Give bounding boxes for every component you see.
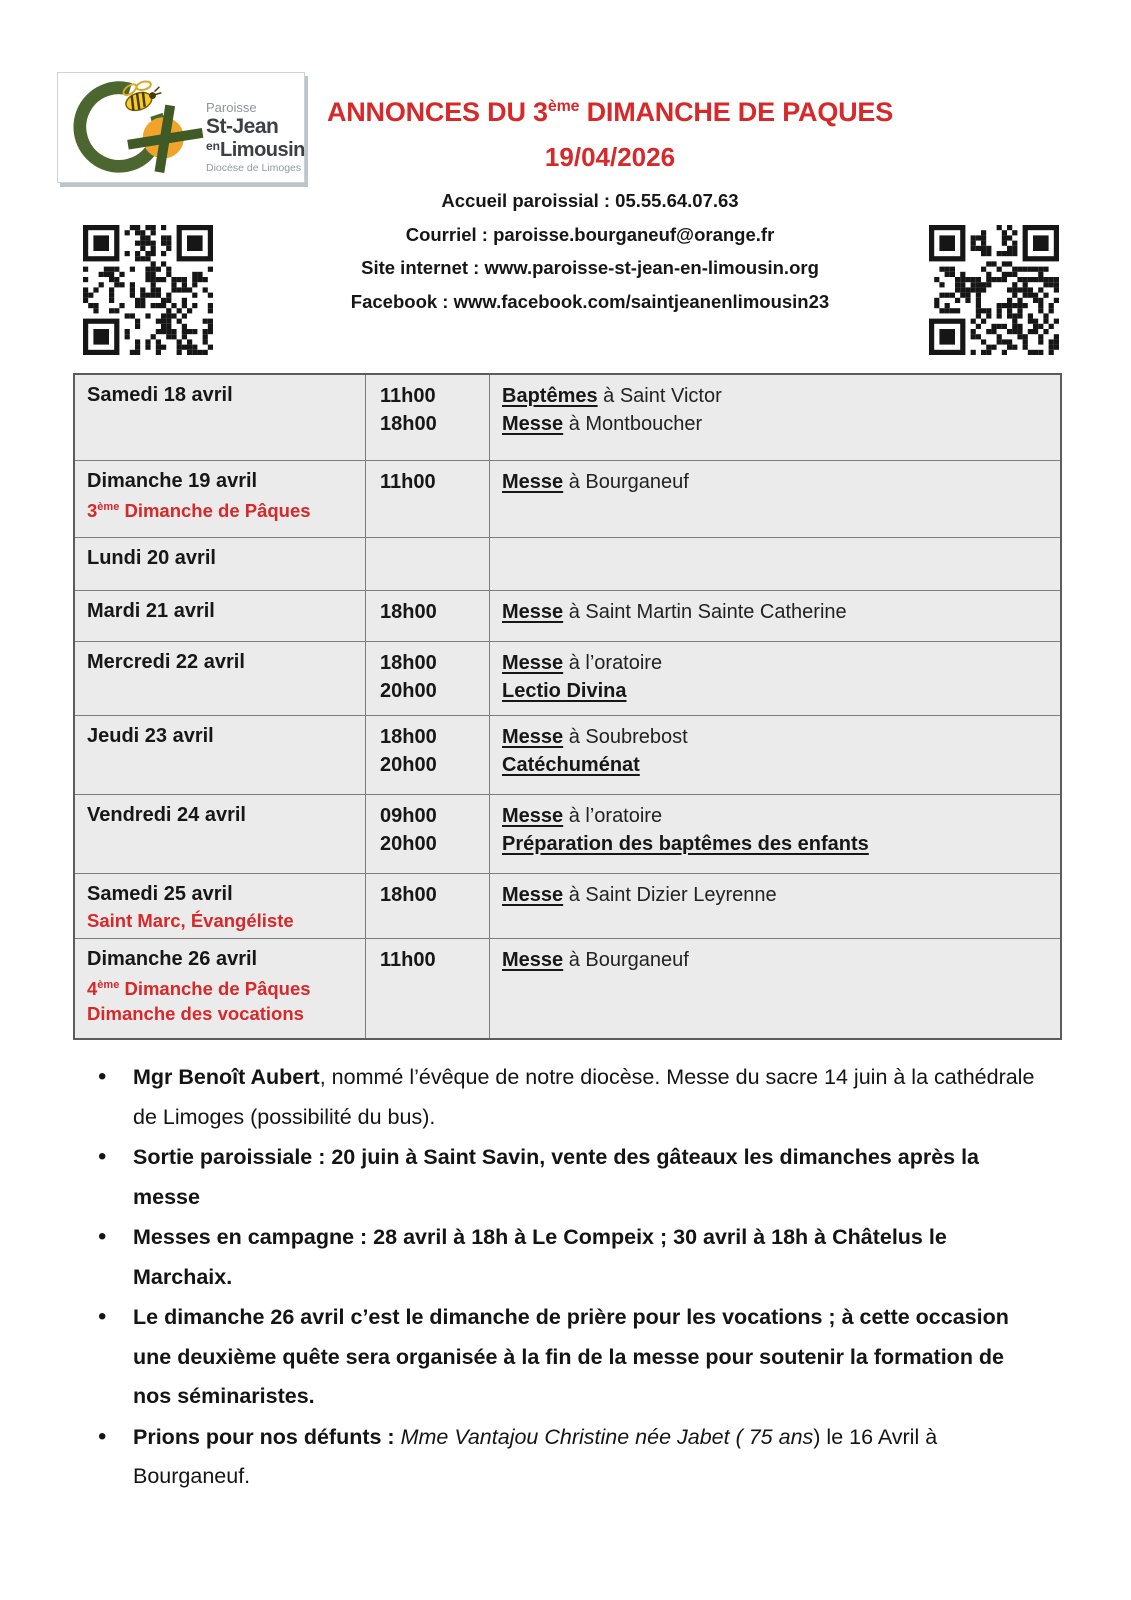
row-date: Samedi 18 avril — [87, 384, 233, 406]
row-feast-note: Dimanche des vocations — [87, 1003, 304, 1025]
row-date: Vendredi 24 avril — [87, 804, 246, 826]
logo-line-region: $^{en}$Limousin — [206, 139, 305, 161]
date-cell — [75, 874, 366, 938]
row-event: Baptêmes à Saint Victor — [502, 385, 722, 407]
date-cell — [75, 939, 366, 1038]
row-date: Jeudi 23 avril — [87, 725, 214, 747]
row-event: Messe à Montboucher — [502, 413, 703, 435]
row-date: Mardi 21 avril — [87, 600, 215, 622]
logo-line-diocese: Diocèse de Limoges — [206, 162, 302, 174]
time-cell — [366, 591, 490, 641]
event-cell — [490, 538, 1060, 590]
contact-line-facebook: Facebook : www.facebook.com/saintjeanenlimousin23 — [350, 290, 830, 312]
row-event: Messe à Soubrebost — [502, 726, 688, 748]
row-event: Messe à l’oratoire — [502, 805, 663, 827]
table-row — [75, 716, 1060, 795]
date-cell — [75, 461, 366, 537]
date-cell — [75, 716, 366, 794]
row-time: 11h00 — [380, 385, 436, 407]
time-cell — [366, 874, 490, 938]
row-date: Dimanche 19 avril — [87, 470, 258, 492]
date-cell — [75, 375, 366, 460]
table-row — [75, 874, 1060, 939]
event-cell — [490, 591, 1060, 641]
table-row — [75, 795, 1060, 874]
date-cell — [75, 591, 366, 641]
row-time: 11h00 — [380, 471, 436, 493]
schedule-table — [73, 373, 1062, 1040]
contact-line-website: Site internet : www.paroisse-st-jean-en-limousin.org — [361, 257, 819, 278]
qr-code-left — [83, 224, 213, 356]
row-feast-note: 3ème Dimanche de Pâques — [87, 500, 311, 522]
announcements-list — [95, 1058, 1040, 1498]
row-date: Samedi 25 avril — [87, 883, 233, 905]
qr-code-right — [929, 224, 1059, 356]
parish-logo — [57, 72, 305, 183]
row-time: 20h00 — [380, 833, 437, 855]
time-cell — [366, 642, 490, 715]
row-event: Lectio Divina — [502, 680, 627, 702]
list-item: • Le dimanche 26 avril c’est le dimanche de prière pour les vocations ; à cette occasion une deuxième quête sera organisée à la fin de la messe pour soutenir la formation de nos séminaristes. — [95, 1298, 1040, 1417]
row-feast-note: 4ème Dimanche de Pâques — [87, 977, 311, 999]
table-row — [75, 642, 1060, 716]
date-cell — [75, 642, 366, 715]
row-event: Messe à Saint Dizier Leyrenne — [502, 884, 777, 906]
row-date: Dimanche 26 avril — [87, 947, 258, 970]
date-cell — [75, 538, 366, 590]
time-cell — [366, 538, 490, 590]
table-row — [75, 538, 1060, 591]
contact-block — [275, 184, 905, 318]
list-item: • Messes en campagne : 28 avril à 18h à Le Compeix ; 30 avril à 18h à Châtelus le Marchaix. — [95, 1218, 1040, 1297]
time-cell — [366, 461, 490, 537]
document-date: 19/04/2026 — [544, 142, 676, 172]
row-date: Lundi 20 avril — [87, 547, 216, 569]
logo-line-paroisse: Paroisse — [206, 100, 257, 115]
list-item: • Mgr Benoît Aubert, nommé l’évêque de notre diocèse. Messe du sacre 14 juin à la cathédrale de Limoges (possibilité du bus). — [95, 1058, 1040, 1137]
event-cell — [490, 375, 1060, 460]
row-time: 20h00 — [380, 680, 437, 702]
row-time: 20h00 — [380, 754, 437, 776]
row-time: 18h00 — [380, 601, 437, 623]
time-cell — [366, 375, 490, 460]
row-time: 18h00 — [380, 413, 437, 435]
event-cell — [490, 642, 1060, 715]
table-row — [75, 461, 1060, 538]
list-item: • Prions pour nos défunts : Mme Vantajou Christine née Jabet ( 75 ans) le 16 Avril à Bourganeuf. — [95, 1418, 1040, 1497]
row-event: Messe à Saint Martin Sainte Catherine — [502, 601, 847, 623]
table-row — [75, 375, 1060, 461]
table-row — [75, 939, 1060, 1038]
row-event: Messe à Bourganeuf — [502, 471, 689, 493]
event-cell — [490, 461, 1060, 537]
row-time: 18h00 — [380, 884, 437, 906]
time-cell — [366, 795, 490, 873]
table-row — [75, 591, 1060, 642]
contact-line-email: Courriel : paroisse.bourganeuf@orange.fr — [405, 223, 775, 245]
time-cell — [366, 716, 490, 794]
time-cell — [366, 939, 490, 1038]
event-cell — [490, 795, 1060, 873]
event-cell — [490, 939, 1060, 1038]
row-time: 09h00 — [380, 805, 437, 827]
row-event: Messe à Bourganeuf — [502, 948, 689, 971]
logo-line-name: St-Jean — [206, 115, 279, 138]
row-event: Messe à l’oratoire — [502, 652, 663, 674]
row-date: Mercredi 22 avril — [87, 651, 245, 673]
row-time: 18h00 — [380, 726, 437, 748]
date-cell — [75, 795, 366, 873]
logo-text — [206, 101, 305, 174]
row-event: Catéchuménat — [502, 754, 640, 776]
contact-line-phone: Accueil paroissial : 05.55.64.07.63 — [441, 190, 739, 211]
row-time: 18h00 — [380, 652, 437, 674]
event-cell — [490, 716, 1060, 794]
event-cell — [490, 874, 1060, 938]
row-time: 11h00 — [380, 948, 436, 971]
row-feast-note: Saint Marc, Évangéliste — [87, 910, 294, 931]
document-title: ANNONCES DU 3ème DIMANCHE DE PAQUES — [326, 97, 894, 127]
list-item: • Sortie paroissiale : 20 juin à Saint Savin, vente des gâteaux les dimanches après la messe — [95, 1138, 1040, 1217]
row-event: Préparation des baptêmes des enfants — [502, 833, 869, 855]
